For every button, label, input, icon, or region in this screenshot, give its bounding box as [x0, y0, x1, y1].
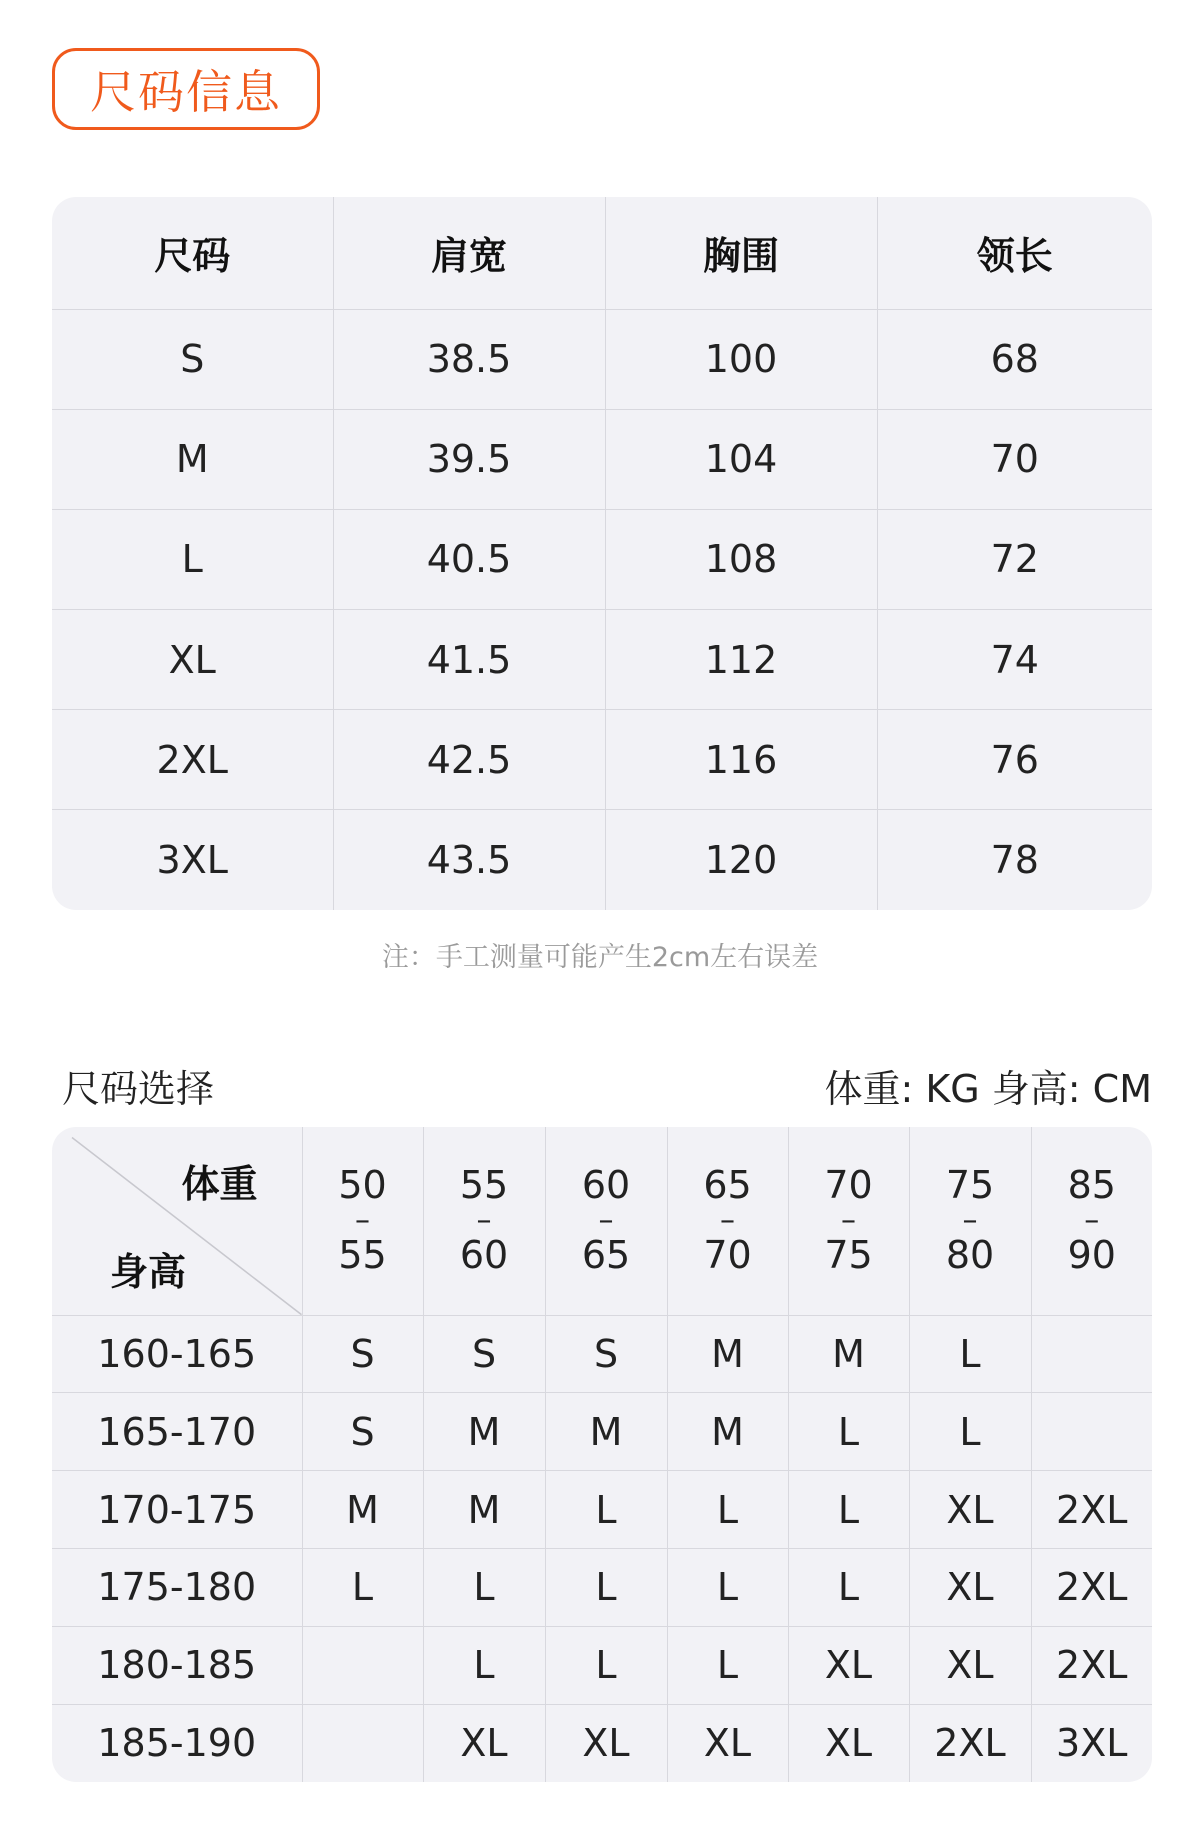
height-range-cell: 185-190 — [52, 1704, 302, 1782]
cell-shoulder: 43.5 — [333, 810, 605, 910]
size-cell: M — [788, 1315, 909, 1393]
size-cell: S — [545, 1315, 667, 1393]
weight-to: 60 — [459, 1233, 509, 1278]
height-range-cell: 175-180 — [52, 1549, 302, 1627]
weight-range-header — [1031, 1127, 1152, 1315]
size-info-table — [52, 197, 1152, 910]
size-cell: L — [667, 1549, 788, 1627]
cell-chest: 104 — [605, 409, 877, 509]
size-cell: S — [302, 1393, 423, 1471]
cell-shoulder: 41.5 — [333, 610, 605, 710]
size-cell: XL — [423, 1704, 545, 1782]
size-cell: M — [667, 1315, 788, 1393]
measurement-note: 注：手工测量可能产生2cm左右误差 — [381, 942, 819, 973]
weight-from: 70 — [824, 1162, 873, 1207]
size-cell: L — [545, 1471, 667, 1549]
corner-cell — [52, 1127, 302, 1315]
corner-weight-label: 体重 — [181, 1162, 258, 1206]
size-cell: L — [545, 1626, 667, 1704]
cell-chest: 116 — [605, 710, 877, 810]
size-cell: M — [667, 1393, 788, 1471]
range-separator: – — [476, 1203, 492, 1239]
weight-range-header — [667, 1127, 788, 1315]
weight-to: 80 — [945, 1233, 995, 1278]
size-cell: XL — [788, 1626, 909, 1704]
size-cell: L — [423, 1549, 545, 1627]
weight-from: 55 — [459, 1162, 509, 1207]
table-row — [52, 1549, 1152, 1627]
size-cell: L — [788, 1549, 909, 1627]
section-badge: 尺码信息 — [52, 48, 320, 130]
weight-range-header — [302, 1127, 423, 1315]
table-row — [52, 509, 1152, 609]
table-row — [52, 409, 1152, 509]
size-cell: L — [909, 1315, 1031, 1393]
cell-chest: 108 — [605, 509, 877, 609]
weight-from: 65 — [703, 1162, 752, 1207]
cell-collar: 78 — [877, 810, 1152, 910]
cell-shoulder: 42.5 — [333, 710, 605, 810]
size-cell: L — [788, 1393, 909, 1471]
cell-shoulder: 40.5 — [333, 509, 605, 609]
size-cell: XL — [788, 1704, 909, 1782]
cell-shoulder: 38.5 — [333, 309, 605, 409]
size-cell: XL — [909, 1549, 1031, 1627]
cell-chest: 112 — [605, 610, 877, 710]
cell-chest: 100 — [605, 309, 877, 409]
size-cell: M — [545, 1393, 667, 1471]
size-selection-title: 尺码选择 — [62, 1067, 215, 1111]
size-cell — [1031, 1315, 1152, 1393]
size-cell: L — [788, 1471, 909, 1549]
weight-range-header — [909, 1127, 1031, 1315]
range-separator: – — [720, 1203, 735, 1239]
cell-size: 3XL — [52, 810, 333, 910]
weight-range-header — [423, 1127, 545, 1315]
weight-from: 60 — [581, 1162, 631, 1207]
cell-size: L — [52, 509, 333, 609]
range-separator: – — [598, 1203, 614, 1239]
size-cell: XL — [667, 1704, 788, 1782]
header-shoulder: 肩宽 — [333, 197, 605, 309]
size-cell: L — [667, 1471, 788, 1549]
height-range-cell: 180-185 — [52, 1626, 302, 1704]
table-row — [52, 810, 1152, 910]
weight-range-header — [788, 1127, 909, 1315]
size-cell: M — [302, 1471, 423, 1549]
size-cell: XL — [545, 1704, 667, 1782]
table-row — [52, 1626, 1152, 1704]
header-chest: 胸围 — [605, 197, 877, 309]
size-info-card — [52, 197, 1152, 910]
range-separator: – — [1084, 1203, 1100, 1239]
table-row — [52, 610, 1152, 710]
units-label: 体重: KG 身高: CM — [824, 1067, 1152, 1111]
cell-collar: 76 — [877, 710, 1152, 810]
size-cell: XL — [909, 1471, 1031, 1549]
size-cell: S — [423, 1315, 545, 1393]
size-cell — [302, 1626, 423, 1704]
table-row — [52, 309, 1152, 409]
size-cell: L — [667, 1626, 788, 1704]
cell-collar: 74 — [877, 610, 1152, 710]
table-row — [52, 1471, 1152, 1549]
cell-collar: 70 — [877, 409, 1152, 509]
weight-range-header — [545, 1127, 667, 1315]
cell-shoulder: 39.5 — [333, 409, 605, 509]
weight-to: 70 — [703, 1233, 752, 1278]
size-cell — [302, 1704, 423, 1782]
cell-size: S — [52, 309, 333, 409]
size-cell: 2XL — [909, 1704, 1031, 1782]
range-separator: – — [841, 1203, 856, 1239]
size-cell: 2XL — [1031, 1471, 1152, 1549]
weight-from: 75 — [945, 1162, 995, 1207]
cell-chest: 120 — [605, 810, 877, 910]
weight-to: 55 — [338, 1233, 387, 1278]
cell-size: 2XL — [52, 710, 333, 810]
weight-to: 90 — [1067, 1233, 1116, 1278]
size-cell — [1031, 1393, 1152, 1471]
weight-from: 85 — [1067, 1162, 1116, 1207]
header-collar: 领长 — [877, 197, 1152, 309]
size-cell: M — [423, 1471, 545, 1549]
cell-collar: 72 — [877, 509, 1152, 609]
range-separator: – — [962, 1203, 978, 1239]
size-cell: S — [302, 1315, 423, 1393]
size-cell: 2XL — [1031, 1549, 1152, 1627]
table-header-row — [52, 197, 1152, 309]
size-cell: 2XL — [1031, 1626, 1152, 1704]
table-row — [52, 1315, 1152, 1393]
cell-size: XL — [52, 610, 333, 710]
size-cell: L — [909, 1393, 1031, 1471]
height-range-cell: 165-170 — [52, 1393, 302, 1471]
size-selection-table — [52, 1127, 1152, 1782]
weight-to: 65 — [581, 1233, 631, 1278]
size-cell: M — [423, 1393, 545, 1471]
size-selection-card — [52, 1127, 1152, 1782]
cell-collar: 68 — [877, 309, 1152, 409]
size-cell: L — [545, 1549, 667, 1627]
size-cell: XL — [909, 1626, 1031, 1704]
height-range-cell: 170-175 — [52, 1471, 302, 1549]
weight-header-row — [52, 1127, 1152, 1315]
table-row — [52, 1704, 1152, 1782]
table-row — [52, 1393, 1152, 1471]
size-cell: 3XL — [1031, 1704, 1152, 1782]
size-cell: L — [302, 1549, 423, 1627]
size-cell: L — [423, 1626, 545, 1704]
height-range-cell: 160-165 — [52, 1315, 302, 1393]
table-row — [52, 710, 1152, 810]
corner-height-label: 身高 — [110, 1250, 187, 1294]
cell-size: M — [52, 409, 333, 509]
weight-from: 50 — [338, 1162, 387, 1207]
header-size: 尺码 — [52, 197, 333, 309]
weight-to: 75 — [824, 1233, 873, 1278]
range-separator: – — [355, 1203, 370, 1239]
